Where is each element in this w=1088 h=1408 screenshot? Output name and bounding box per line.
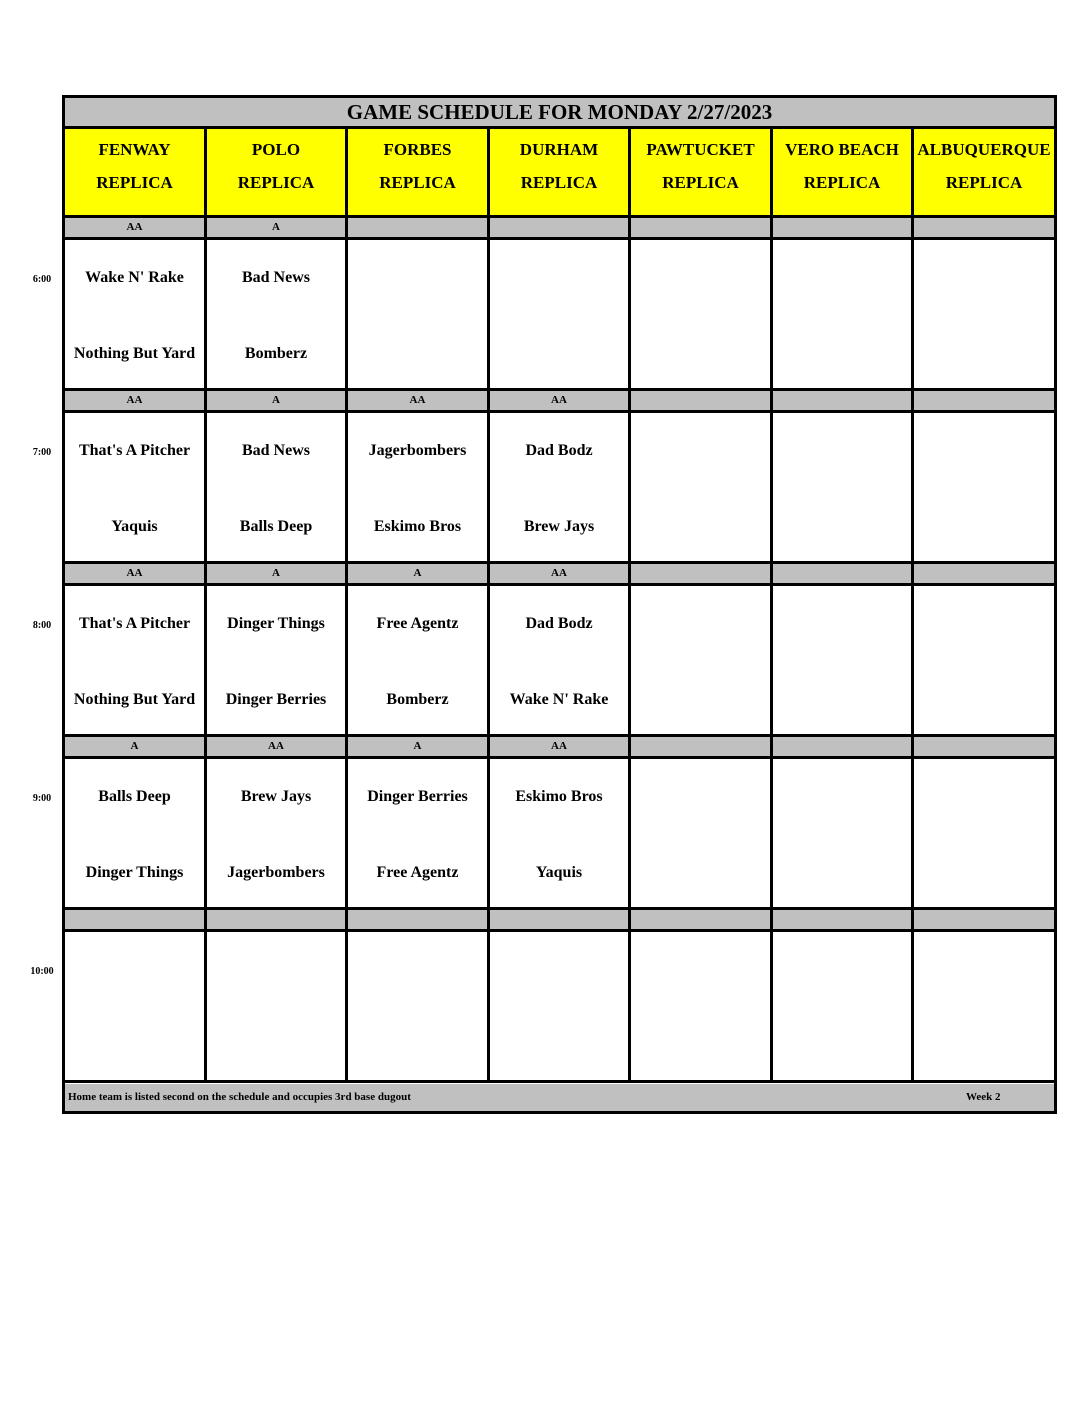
field-type: REPLICA	[803, 173, 881, 192]
division-label	[207, 910, 348, 929]
division-label	[773, 910, 914, 929]
game-cell	[490, 586, 631, 734]
division-label	[773, 564, 914, 583]
away-team: Brew Jays	[240, 788, 312, 805]
away-team: Jagerbombers	[368, 442, 467, 459]
game-cell	[348, 413, 490, 561]
field-type: REPLICA	[945, 173, 1023, 192]
field-header-2	[207, 129, 348, 215]
game-cell	[914, 586, 1054, 734]
division-label: A	[207, 564, 348, 583]
division-label: AA	[490, 737, 631, 756]
footer-bar	[65, 1084, 1054, 1111]
game-cell	[631, 932, 773, 1080]
home-team: Wake N' Rake	[509, 691, 609, 708]
away-team: That's A Pitcher	[78, 442, 191, 459]
game-cell	[65, 932, 207, 1080]
time-label: 10:00	[30, 966, 54, 977]
game-cell	[490, 240, 631, 388]
division-label	[65, 910, 207, 929]
field-name: FORBES	[383, 140, 452, 159]
home-team: Bomberz	[244, 345, 308, 362]
division-label	[914, 564, 1054, 583]
division-row	[65, 218, 1054, 240]
away-team: Dinger Things	[227, 615, 325, 632]
field-type: REPLICA	[379, 173, 456, 192]
game-cell	[490, 413, 631, 561]
home-team: Jagerbombers	[227, 864, 325, 881]
game-cell	[631, 240, 773, 388]
home-team: Bomberz	[386, 691, 449, 708]
division-label	[914, 737, 1054, 756]
division-label: A	[348, 564, 490, 583]
game-cell	[631, 413, 773, 561]
field-name: POLO	[251, 140, 301, 159]
division-label	[348, 910, 490, 929]
game-cell	[773, 932, 914, 1080]
division-label	[914, 910, 1054, 929]
game-cell	[773, 586, 914, 734]
division-label: A	[207, 391, 348, 410]
away-team: Balls Deep	[98, 788, 171, 805]
game-cell	[207, 759, 348, 907]
game-cell	[490, 932, 631, 1080]
field-header-6	[773, 129, 914, 215]
division-label	[773, 737, 914, 756]
game-cell	[207, 932, 348, 1080]
division-label	[631, 564, 773, 583]
time-label: 9:00	[32, 793, 52, 804]
away-team: Bad News	[241, 442, 310, 459]
away-team: Free Agentz	[376, 615, 459, 632]
away-team: Dinger Berries	[367, 788, 468, 805]
division-label: A	[207, 218, 348, 237]
home-team: Yaquis	[111, 518, 158, 535]
field-header-4	[490, 129, 631, 215]
division-label: A	[348, 737, 490, 756]
division-label	[914, 218, 1054, 237]
schedule-grid	[62, 95, 1057, 1114]
game-cell	[490, 759, 631, 907]
field-header-row	[65, 129, 1054, 218]
game-cell	[773, 240, 914, 388]
division-row	[65, 564, 1054, 586]
home-team: Dinger Berries	[225, 691, 327, 708]
division-label: AA	[65, 564, 207, 583]
division-label: AA	[207, 737, 348, 756]
field-header-7	[914, 129, 1054, 215]
game-cell	[914, 240, 1054, 388]
field-type: REPLICA	[96, 173, 173, 192]
time-label: 7:00	[32, 447, 52, 458]
division-label	[914, 391, 1054, 410]
game-row	[65, 932, 1054, 1083]
division-label	[631, 218, 773, 237]
division-label	[773, 218, 914, 237]
game-cell	[65, 759, 207, 907]
game-row	[65, 240, 1054, 391]
field-type: REPLICA	[520, 173, 598, 192]
field-name: PAWTUCKET	[646, 140, 755, 159]
field-name: DURHAM	[519, 140, 599, 159]
time-label: 6:00	[32, 274, 52, 285]
game-cell	[65, 413, 207, 561]
schedule-title: GAME SCHEDULE FOR MONDAY 2/27/2023	[65, 98, 1054, 129]
game-cell	[914, 413, 1054, 561]
week-label: Week 2	[966, 1091, 1001, 1103]
division-label	[348, 218, 490, 237]
game-cell	[914, 759, 1054, 907]
field-name: ALBUQUERQUE	[917, 140, 1051, 159]
field-header-5	[631, 129, 773, 215]
division-row	[65, 737, 1054, 759]
home-team: Yaquis	[535, 864, 583, 881]
division-label	[490, 218, 631, 237]
division-label: AA	[348, 391, 490, 410]
home-team: Eskimo Bros	[373, 518, 462, 535]
game-row	[65, 413, 1054, 564]
division-label	[631, 391, 773, 410]
home-team: Nothing But Yard	[73, 345, 196, 362]
division-label: AA	[490, 391, 631, 410]
home-team: Nothing But Yard	[73, 691, 196, 708]
game-cell	[207, 240, 348, 388]
game-cell	[348, 240, 490, 388]
away-team: Dad Bodz	[525, 615, 593, 632]
game-cell	[914, 932, 1054, 1080]
division-label	[773, 391, 914, 410]
division-label: AA	[65, 391, 207, 410]
division-row	[65, 391, 1054, 413]
division-row	[65, 910, 1054, 932]
home-team: Dinger Things	[85, 864, 184, 881]
game-cell	[348, 932, 490, 1080]
game-row	[65, 759, 1054, 910]
division-label	[490, 910, 631, 929]
division-label	[631, 737, 773, 756]
away-team: Wake N' Rake	[85, 269, 184, 286]
division-label: AA	[490, 564, 631, 583]
footer-note: Home team is listed second on the schedule and occupies 3rd base dugout	[68, 1091, 411, 1103]
game-cell	[348, 586, 490, 734]
field-name: FENWAY	[98, 140, 171, 159]
game-cell	[631, 759, 773, 907]
away-team: That's A Pitcher	[78, 615, 191, 632]
game-cell	[348, 759, 490, 907]
away-team: Dad Bodz	[525, 442, 593, 459]
division-label	[631, 910, 773, 929]
field-type: REPLICA	[662, 173, 739, 192]
division-label: A	[65, 737, 207, 756]
field-header-3	[348, 129, 490, 215]
division-label: AA	[65, 218, 207, 237]
field-type: REPLICA	[237, 173, 315, 192]
home-team: Brew Jays	[523, 518, 595, 535]
game-row	[65, 586, 1054, 737]
game-cell	[631, 586, 773, 734]
field-header-1	[65, 129, 207, 215]
away-team: Bad News	[241, 269, 310, 286]
home-team: Free Agentz	[376, 864, 459, 881]
home-team: Balls Deep	[239, 518, 313, 535]
game-cell	[773, 413, 914, 561]
time-label: 8:00	[32, 620, 52, 631]
game-cell	[65, 586, 207, 734]
away-team: Eskimo Bros	[515, 788, 603, 805]
game-cell	[207, 413, 348, 561]
game-cell	[65, 240, 207, 388]
game-cell	[207, 586, 348, 734]
game-cell	[773, 759, 914, 907]
field-name: VERO BEACH	[785, 140, 899, 159]
